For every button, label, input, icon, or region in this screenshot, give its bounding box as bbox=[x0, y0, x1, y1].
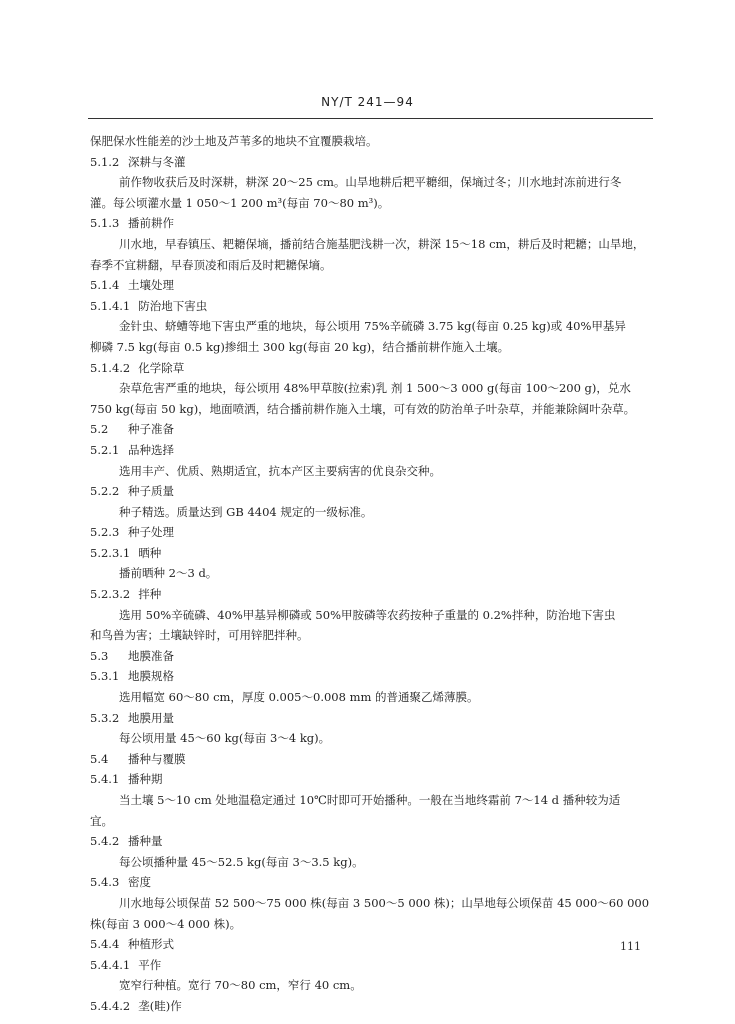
section-heading bbox=[90, 934, 655, 955]
document-body bbox=[90, 131, 655, 1017]
section-heading bbox=[90, 955, 655, 976]
body-text-line: 750 kg(每亩 50 kg)，地面喷洒，结合播前耕作施入土壤，可有效的防治单子叶杂草，并能兼除阔叶杂草。 bbox=[90, 401, 636, 416]
body-text-line: 金针虫、蛴螬等地下害虫严重的地块，每公顷用 75%辛硫磷 3.75 kg(每亩 0.25 kg)或 40%甲基异 bbox=[119, 319, 626, 334]
section-title: 播种期 bbox=[128, 772, 163, 787]
section-number: 5.2.1 bbox=[90, 442, 120, 457]
body-text-line: 种子精选。质量达到 GB 4404 规定的一级标准。 bbox=[119, 504, 373, 519]
section-heading bbox=[90, 543, 655, 564]
section-number: 5.4.4.2 bbox=[90, 998, 131, 1013]
section-title: 化学除草 bbox=[138, 360, 185, 375]
section-number: 5.1.4.1 bbox=[90, 298, 131, 313]
section-title: 地膜用量 bbox=[128, 710, 174, 725]
section-heading bbox=[90, 749, 655, 770]
section-heading bbox=[90, 296, 655, 317]
header-divider bbox=[88, 118, 653, 119]
body-text-line: 株(每亩 3 000～4 000 株)。 bbox=[90, 916, 242, 931]
section-heading bbox=[90, 152, 655, 173]
section-number: 5.4.4.1 bbox=[90, 957, 131, 972]
standard-code-header: NY/T 241—94 bbox=[321, 95, 414, 109]
section-number: 5.3.2 bbox=[90, 710, 120, 725]
section-title: 地膜准备 bbox=[128, 648, 174, 663]
body-text-line: 川水地每公顷保苗 52 500～75 000 株(每亩 3 500～5 000 株)；山旱地每公顷保苗 45 000～60 000 bbox=[119, 895, 650, 910]
section-title: 播前耕作 bbox=[128, 216, 174, 231]
section-number: 5.4.4 bbox=[90, 937, 120, 952]
section-title: 播种量 bbox=[128, 834, 163, 849]
section-number: 5.4 bbox=[90, 751, 109, 766]
section-number: 5.3 bbox=[90, 648, 109, 663]
section-number: 5.2.3.1 bbox=[90, 545, 131, 560]
section-number: 5.1.4 bbox=[90, 278, 120, 293]
section-number: 5.4.3 bbox=[90, 875, 120, 890]
section-heading bbox=[90, 646, 655, 667]
body-text-line: 每公顷播种量 45～52.5 kg(每亩 3～3.5 kg)。 bbox=[119, 854, 364, 869]
section-title: 品种选择 bbox=[128, 442, 174, 457]
section-number: 5.1.3 bbox=[90, 216, 120, 231]
section-heading bbox=[90, 666, 655, 687]
section-heading bbox=[90, 996, 655, 1017]
section-number: 5.2.3.2 bbox=[90, 587, 131, 602]
body-text-line: 灌。每公顷灌水量 1 050～1 200 m³(每亩 70～80 m³)。 bbox=[90, 195, 390, 210]
section-number: 5.4.1 bbox=[90, 772, 120, 787]
section-title: 垄(畦)作 bbox=[138, 998, 182, 1013]
body-text-line: 川水地，早春镇压、耙耱保墒，播前结合施基肥浅耕一次，耕深 15～18 cm，耕后及时耙耱；山旱地， bbox=[119, 236, 645, 251]
section-heading bbox=[90, 831, 655, 852]
section-heading bbox=[90, 522, 655, 543]
section-heading bbox=[90, 358, 655, 379]
section-title: 深耕与冬灌 bbox=[128, 154, 186, 169]
body-text-line: 播前晒种 2～3 d。 bbox=[119, 566, 218, 581]
section-number: 5.1.4.2 bbox=[90, 360, 131, 375]
section-title: 地膜规格 bbox=[128, 669, 174, 684]
section-title: 防治地下害虫 bbox=[138, 298, 208, 313]
section-number: 5.2 bbox=[90, 422, 109, 437]
section-title: 播种与覆膜 bbox=[128, 751, 186, 766]
section-title: 拌种 bbox=[138, 587, 162, 602]
section-number: 5.4.2 bbox=[90, 834, 120, 849]
section-title: 晒种 bbox=[138, 545, 162, 560]
section-title: 土壤处理 bbox=[128, 278, 174, 293]
section-heading bbox=[90, 481, 655, 502]
section-title: 密度 bbox=[128, 875, 151, 890]
body-text-line: 当土壤 5～10 cm 处地温稳定通过 10℃时即可开始播种。一般在当地终霜前 7～14 d 播种较为适 bbox=[119, 793, 621, 807]
body-text-line: 春季不宜耕翻，早春顶凌和雨后及时耙耱保墒。 bbox=[90, 257, 332, 272]
page-number: 111 bbox=[620, 940, 641, 953]
body-text-line: 选用 50%辛硫磷、40%甲基异柳磷或 50%甲胺磷等农药按种子重量的 0.2%拌种，防治地下害虫 bbox=[119, 607, 616, 622]
section-number: 5.3.1 bbox=[90, 669, 120, 684]
section-number: 5.1.2 bbox=[90, 154, 120, 169]
body-text-line: 前作物收获后及时深耕，耕深 20～25 cm。山旱地耕后耙平耱细，保墒过冬；川水地封冻前进行冬 bbox=[119, 175, 622, 190]
section-title: 种子处理 bbox=[128, 525, 174, 540]
section-heading bbox=[90, 440, 655, 461]
body-text-line: 每公顷用量 45～60 kg(每亩 3～4 kg)。 bbox=[119, 731, 331, 746]
section-heading bbox=[90, 708, 655, 729]
section-number: 5.2.2 bbox=[90, 484, 120, 499]
body-text-line: 和鸟兽为害；土壤缺锌时，可用锌肥拌种。 bbox=[90, 628, 309, 643]
section-heading bbox=[90, 275, 655, 296]
body-text-line: 宜。 bbox=[90, 813, 113, 828]
section-heading bbox=[90, 584, 655, 605]
body-text-line: 保肥保水性能差的沙土地及芦苇多的地块不宜覆膜栽培。 bbox=[90, 134, 378, 148]
section-heading bbox=[90, 213, 655, 234]
body-text-line: 选用丰产、优质、熟期适宜，抗本产区主要病害的优良杂交种。 bbox=[119, 463, 441, 478]
section-heading bbox=[90, 419, 655, 440]
section-title: 种子准备 bbox=[128, 422, 174, 437]
section-heading bbox=[90, 872, 655, 893]
section-number: 5.2.3 bbox=[90, 525, 120, 540]
section-title: 种植形式 bbox=[128, 937, 174, 952]
body-text-line: 选用幅宽 60～80 cm，厚度 0.005～0.008 mm 的普通聚乙烯薄膜。 bbox=[119, 690, 479, 705]
section-title: 种子质量 bbox=[128, 484, 174, 499]
section-heading bbox=[90, 769, 655, 790]
section-title: 平作 bbox=[138, 957, 162, 972]
body-text-line: 宽窄行种植。宽行 70～80 cm，窄行 40 cm。 bbox=[119, 978, 362, 993]
body-text-line: 杂草危害严重的地块，每公顷用 48%甲草胺(拉索)乳 剂 1 500～3 000 g(每亩 100～200 g)，兑水 bbox=[119, 381, 631, 396]
body-text-line: 柳磷 7.5 kg(每亩 0.5 kg)掺细土 300 kg(每亩 20 kg)，结合播前耕作施入土壤。 bbox=[90, 339, 510, 354]
